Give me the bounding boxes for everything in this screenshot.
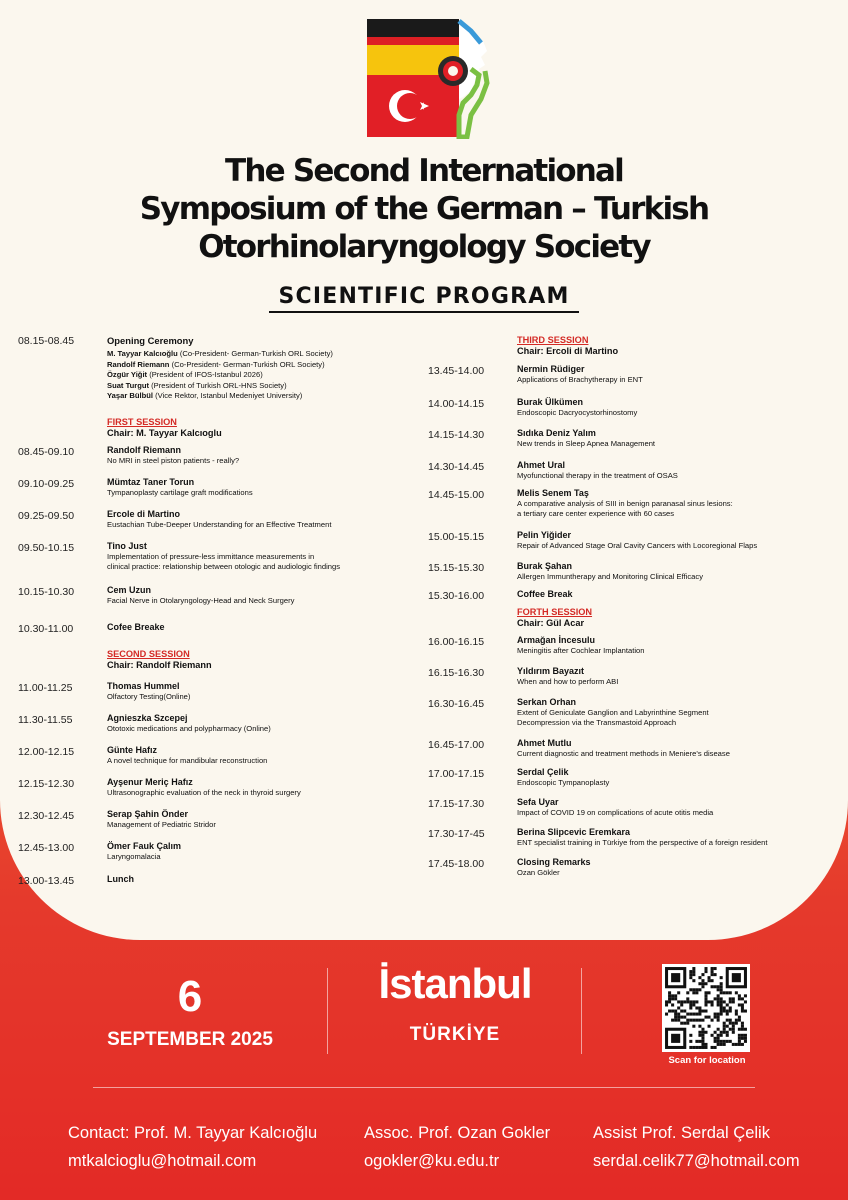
contact-name: Assoc. Prof. Ozan Gokler — [364, 1124, 551, 1142]
speaker-name: Yıldırım Bayazıt — [517, 666, 585, 676]
footer-separator — [93, 1087, 755, 1088]
talk-title: Implementation of pressure-less immittance measurements in — [107, 552, 315, 561]
program-item — [517, 857, 847, 878]
talk-title: Endoscopic Tympanoplasty — [517, 778, 610, 787]
opening-ceremony — [107, 335, 427, 402]
contact-email[interactable]: ogokler@ku.edu.tr — [364, 1152, 500, 1170]
program-item — [517, 738, 847, 759]
slot-time: 14.15-14.30 — [428, 429, 485, 441]
title-line-1: The Second International — [225, 153, 623, 189]
program-item — [517, 488, 847, 519]
talk-title: Current diagnostic and treatment methods in Meniere's disease — [517, 749, 730, 758]
contact-name: Contact: Prof. M. Tayyar Kalcıoğlu — [68, 1124, 318, 1142]
speaker-name: Berina Slipcevic Eremkara — [517, 827, 631, 837]
speaker-name: Melis Senem Taş — [517, 488, 589, 498]
slot-time: 13.45-14.00 — [428, 365, 485, 377]
program-item — [517, 428, 847, 449]
event-title — [0, 152, 848, 266]
program-item — [107, 809, 437, 830]
opening-person: M. Tayyar Kalcıoğlu (Co-President- German-Turkish ORL Society) — [107, 349, 333, 358]
speaker-name: Armağan İncesulu — [517, 635, 596, 645]
speaker-name: Randolf Riemann — [107, 445, 182, 455]
speaker-name: Ahmet Ural — [517, 460, 566, 470]
slot-time: 17.15-17.30 — [428, 798, 485, 810]
slot-time: 09.10-09.25 — [18, 478, 75, 490]
speaker-name: Ahmet Mutlu — [517, 738, 572, 748]
talk-title: Olfactory Testing(Online) — [107, 692, 191, 701]
talk-title: Myofunctional therapy in the treatment of OSAS — [517, 471, 678, 480]
talk-title: When and how to perform ABI — [517, 677, 619, 686]
third-session-header: THIRD SESSION Chair: Ercoli di Martino — [517, 335, 619, 356]
footer-divider — [581, 968, 582, 1054]
slot-time: 16.30-16.45 — [428, 698, 485, 710]
program-item — [107, 445, 437, 466]
program-item — [107, 777, 437, 798]
speaker-name: Serdal Çelik — [517, 767, 569, 777]
slot-time: 17.00-17.15 — [428, 768, 485, 780]
slot-time: 10.15-10.30 — [18, 586, 75, 598]
program-item — [517, 530, 847, 551]
speaker-name: Burak Şahan — [517, 561, 573, 571]
heading-underline — [269, 311, 579, 313]
slot-time: 12.45-13.00 — [18, 842, 75, 854]
slot-time: 08.45-09.10 — [18, 446, 75, 458]
talk-title: Meningitis after Cochlear Implantation — [517, 646, 645, 655]
speaker-name: Pelin Yiğider — [517, 530, 572, 540]
speaker-name: Cem Uzun — [107, 585, 152, 595]
program-item — [107, 477, 437, 498]
slot-time: 15.00-15.15 — [428, 531, 485, 543]
location-qr-code[interactable] — [662, 964, 750, 1052]
talk-title: Repair of Advanced Stage Oral Cavity Cancers with Locoregional Flaps — [517, 541, 758, 550]
talk-title: ENT specialist training in Türkiye from the perspective of a foreign resident — [517, 838, 768, 847]
opening-title: Opening Ceremony — [107, 335, 194, 346]
title-line-2: Symposium of the German – Turkish — [139, 191, 709, 227]
talk-title: Management of Pediatric Stridor — [107, 820, 216, 829]
slot-time: 16.15-16.30 — [428, 667, 485, 679]
program-item — [517, 460, 847, 481]
speaker-name: Nermin Rüdiger — [517, 364, 585, 374]
program-item — [107, 841, 437, 862]
contact-name: Assist Prof. Serdal Çelik — [593, 1124, 770, 1142]
slot-time: 12.15-12.30 — [18, 778, 75, 790]
program-item — [107, 541, 437, 572]
talk-title: a tertiary care center experience with 60 cases — [517, 509, 675, 518]
speaker-name: Ömer Fauk Çalım — [107, 841, 182, 851]
speaker-name: Lunch — [107, 874, 134, 884]
speaker-name: Agnieszka Szcepej — [107, 713, 188, 723]
talk-title: A novel technique for mandibular reconstruction — [107, 756, 268, 765]
program-item — [107, 509, 437, 530]
talk-title: Allergen Immuntherapy and Monitoring Clinical Efficacy — [517, 572, 703, 581]
slot-time: 16.45-17.00 — [428, 739, 485, 751]
program-item — [517, 797, 847, 818]
program-item — [517, 589, 847, 600]
talk-title: Facial Nerve in Otolaryngology-Head and Neck Surgery — [107, 596, 295, 605]
program-item — [107, 713, 437, 734]
program-heading: SCIENTIFIC PROGRAM — [278, 284, 570, 309]
talk-title: Impact of COVID 19 on complications of acute otitis media — [517, 808, 714, 817]
slot-time: 10.30-11.00 — [18, 623, 74, 635]
talk-title: Endoscopic Dacryocystorhinostomy — [517, 408, 638, 417]
slot-time: 14.30-14.45 — [428, 461, 485, 473]
speaker-name: Tino Just — [107, 541, 147, 551]
second-session-header: SECOND SESSION Chair: Randolf Riemann — [107, 649, 212, 670]
talk-title: Eustachian Tube-Deeper Understanding for an Effective Treatment — [107, 520, 332, 529]
talk-title: Applications of Brachytherapy in ENT — [517, 375, 643, 384]
program-item — [107, 681, 437, 702]
speaker-name: Mümtaz Taner Torun — [107, 477, 195, 487]
talk-title: Ototoxic medications and polypharmacy (Online) — [107, 724, 271, 733]
talk-title: Ozan Gökler — [517, 868, 560, 877]
program-item — [107, 622, 437, 633]
speaker-name: Serkan Orhan — [517, 697, 577, 707]
talk-title: Ultrasonographic evaluation of the neck in thyroid surgery — [107, 788, 301, 797]
program-item — [517, 666, 847, 687]
first-session-header: FIRST SESSION Chair: M. Tayyar Kalcıoglu — [107, 417, 222, 438]
slot-time: 13.00-13.45 — [18, 875, 75, 887]
slot-time: 09.25-09.50 — [18, 510, 75, 522]
society-logo — [367, 19, 507, 139]
speaker-name: Sıdıka Deniz Yalım — [517, 428, 596, 438]
talk-title: Laryngomalacia — [107, 852, 161, 861]
contact-email[interactable]: serdal.celik77@hotmail.com — [593, 1152, 800, 1170]
speaker-name: Ayşenur Meriç Hafız — [107, 777, 193, 787]
contact-email[interactable]: mtkalcioglu@hotmail.com — [68, 1152, 257, 1170]
opening-person: Randolf Riemann (Co-President- German-Turkish ORL Society) — [107, 359, 325, 369]
slot-time: 14.45-15.00 — [428, 489, 485, 501]
slot-time: 11.30-11.55 — [18, 714, 73, 726]
talk-title: Decompression via the Transmastoid Approach — [517, 718, 677, 727]
slot-time: 09.50-10.15 — [18, 542, 75, 554]
program-item — [517, 397, 847, 418]
speaker-name: Günte Hafız — [107, 745, 158, 755]
slot-time: 15.30-16.00 — [428, 590, 485, 602]
slot-time: 11.00-11.25 — [18, 682, 73, 694]
program-item — [517, 827, 847, 848]
opening-person: Suat Turgut (President of Turkish ORL-HNS Society) — [107, 380, 287, 390]
talk-title: clinical practice: relationship between otologic and audiologic findings — [107, 562, 341, 571]
speaker-name: Coffee Break — [517, 589, 573, 599]
footer-divider — [327, 968, 328, 1054]
program-item — [107, 585, 437, 606]
speaker-name: Ercole di Martino — [107, 509, 181, 519]
opening-time: 08.15-08.45 — [18, 335, 75, 347]
slot-time: 16.00-16.15 — [428, 636, 485, 648]
qr-caption: Scan for location — [668, 1055, 746, 1066]
talk-title: No MRI in steel piston patients - really? — [107, 456, 240, 465]
program-item — [517, 767, 847, 788]
fourth-session-header: FORTH SESSION Chair: Gül Acar — [517, 607, 593, 628]
program-item — [107, 874, 437, 885]
speaker-name: Closing Remarks — [517, 857, 591, 867]
event-country: TÜRKİYE — [409, 1024, 501, 1045]
program-item — [107, 745, 437, 766]
opening-person: Yaşar Bülbül (Vice Rektor, Istanbul Medeniyet University) — [107, 391, 303, 400]
slot-time: 12.00-12.15 — [18, 746, 75, 758]
speaker-name: Cofee Breake — [107, 622, 165, 632]
program-item — [517, 561, 847, 582]
event-city: İstanbul — [378, 960, 532, 1007]
title-line-3: Otorhinolaryngology Society — [198, 229, 650, 265]
talk-title: New trends in Sleep Apnea Management — [517, 439, 656, 448]
event-day: 6 — [177, 972, 203, 1021]
program-item — [517, 697, 847, 728]
talk-title: Extent of Geniculate Ganglion and Labyrinthine Segment — [517, 708, 709, 717]
slot-time: 14.00-14.15 — [428, 398, 485, 410]
speaker-name: Thomas Hummel — [107, 681, 180, 691]
slot-time: 17.30-17-45 — [428, 828, 485, 840]
event-month-year: SEPTEMBER 2025 — [107, 1029, 273, 1050]
talk-title: Tympanoplasty cartilage graft modifications — [107, 488, 253, 497]
speaker-name: Serap Şahin Önder — [107, 809, 189, 819]
slot-time: 12.30-12.45 — [18, 810, 75, 822]
opening-person: Özgür Yiğit (President of IFOS-Istanbul 2026) — [107, 370, 263, 379]
talk-title: A comparative analysis of SIII in benign paranasal sinus lesions: — [517, 499, 733, 508]
speaker-name: Burak Ülkümen — [517, 397, 584, 407]
program-item — [517, 635, 847, 656]
speaker-name: Sefa Uyar — [517, 797, 559, 807]
slot-time: 15.15-15.30 — [428, 562, 485, 574]
program-item — [517, 364, 847, 385]
slot-time: 17.45-18.00 — [428, 858, 485, 870]
